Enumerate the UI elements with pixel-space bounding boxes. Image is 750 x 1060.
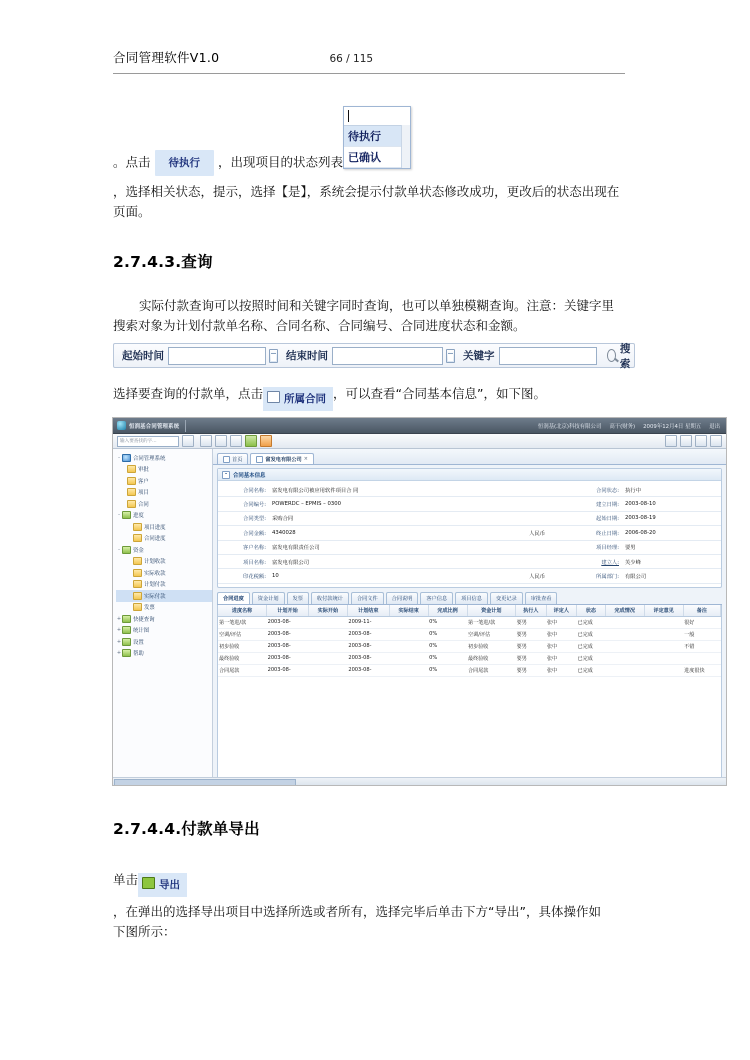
table-cell: 张中 bbox=[546, 616, 576, 628]
table-cell: 要男 bbox=[516, 628, 546, 640]
table-cell bbox=[389, 664, 428, 676]
system-icon bbox=[122, 454, 131, 462]
section-heading-export: 2.7.4.4.付款单导出 bbox=[113, 820, 260, 838]
tree-item[interactable] bbox=[116, 625, 212, 637]
owning-contract-button[interactable] bbox=[263, 387, 333, 411]
tree-item-label: 项目进度 bbox=[144, 524, 166, 531]
info-label: 合同编号: bbox=[243, 502, 266, 509]
folder-icon bbox=[127, 477, 136, 485]
table-cell: 0% bbox=[428, 628, 467, 640]
group-icon bbox=[122, 638, 131, 646]
info-value: 有限公司 bbox=[625, 574, 647, 581]
info-value: 芙少峰 bbox=[625, 559, 641, 566]
export-button-label: 导出 bbox=[159, 879, 181, 891]
settings-icon[interactable] bbox=[680, 435, 692, 447]
export-intro-line bbox=[113, 870, 625, 897]
query-after-line bbox=[113, 384, 625, 411]
table-cell bbox=[389, 628, 428, 640]
detail-tab[interactable]: 发票 bbox=[287, 592, 309, 604]
tree-item[interactable] bbox=[116, 613, 212, 625]
tree-item-label: 资金 bbox=[133, 547, 144, 554]
tab-icon bbox=[223, 456, 230, 463]
tree-item-label: 设置 bbox=[133, 639, 144, 646]
table-cell: 2009-11- bbox=[347, 616, 389, 628]
table-cell: 不错 bbox=[683, 640, 720, 652]
detail-tab[interactable]: 项目信息 bbox=[455, 592, 488, 604]
tree-item-label: 计划付款 bbox=[144, 582, 166, 589]
export-line2: 下图所示： bbox=[113, 924, 176, 939]
table-cell: 2003-08- bbox=[267, 628, 309, 640]
folder-icon bbox=[133, 557, 142, 565]
info-value: 2003-08-19 bbox=[625, 515, 656, 522]
table-cell: 已完成 bbox=[577, 616, 606, 628]
info-row bbox=[571, 555, 721, 569]
search-icon bbox=[607, 349, 616, 362]
detail-tab[interactable]: 客户信息 bbox=[420, 592, 453, 604]
table-cell bbox=[644, 628, 683, 640]
table-cell: 已完成 bbox=[577, 628, 606, 640]
table-cell: 张中 bbox=[546, 628, 576, 640]
excel-icon bbox=[142, 877, 155, 889]
info-value: 富发电有限公司被应用软件项目合 同 bbox=[272, 487, 359, 494]
info-label: 项目经理: bbox=[596, 545, 619, 552]
detail-tab[interactable]: 资金计划 bbox=[252, 592, 285, 604]
owning-contract-label: 所属合同 bbox=[284, 393, 327, 405]
titlebar-date: 2009年12月4日 星期五 bbox=[643, 423, 702, 430]
info-value: 富发电有限责任公司 bbox=[272, 545, 320, 552]
table-cell: 进度很快 bbox=[683, 664, 720, 676]
tree-item[interactable] bbox=[116, 602, 212, 614]
table-column-header[interactable]: 资金计划 bbox=[467, 605, 516, 617]
document-header bbox=[113, 48, 625, 66]
window-icon bbox=[267, 391, 280, 403]
table-cell: 第一笔进/款 bbox=[218, 616, 267, 628]
folder-icon bbox=[127, 500, 136, 508]
export-line1: ，在弹出的选择导出项目中选择所选或者所有，选择完毕后单击下方“导出”，具体操作如 bbox=[113, 904, 601, 919]
table-cell: 最终验收 bbox=[218, 652, 267, 664]
info-row bbox=[218, 526, 571, 540]
tree-expander-icon[interactable]: - bbox=[118, 546, 120, 553]
table-column-header[interactable]: 完成情况 bbox=[605, 605, 644, 617]
refresh-icon[interactable] bbox=[665, 435, 677, 447]
info-value: 要男 bbox=[625, 545, 636, 552]
info-value: 采购合同 bbox=[272, 516, 294, 523]
contract-info-left-column bbox=[218, 483, 571, 584]
tree-item[interactable] bbox=[116, 648, 212, 660]
app-toolbar-right bbox=[662, 435, 722, 447]
folder-icon bbox=[133, 580, 142, 588]
new-document-icon[interactable] bbox=[200, 435, 212, 447]
table-cell: 要男 bbox=[516, 664, 546, 676]
main-tab-label: 首页 bbox=[232, 456, 243, 463]
info-label: 合同类型: bbox=[243, 516, 266, 523]
logout-link[interactable]: 退出 bbox=[709, 423, 720, 430]
info-value: POWERDC – EPMIS – 0300 bbox=[272, 501, 341, 508]
app-body bbox=[113, 449, 726, 785]
table-cell bbox=[605, 628, 644, 640]
table-cell: 要男 bbox=[516, 640, 546, 652]
info-label: 合同名称: bbox=[243, 487, 266, 494]
print-icon[interactable] bbox=[260, 435, 272, 447]
status-option-confirmed[interactable]: 已确认 bbox=[344, 147, 410, 168]
tree-item-label: 客户 bbox=[138, 478, 149, 485]
tree-item-label: 项目 bbox=[138, 490, 149, 497]
table-cell bbox=[605, 640, 644, 652]
info-label: 起始日期: bbox=[596, 516, 619, 523]
table-column-header[interactable]: 评定人 bbox=[546, 605, 576, 617]
titlebar-right bbox=[538, 422, 726, 430]
app-name: 恒润基合同管理系统 bbox=[129, 423, 180, 430]
tree-item[interactable] bbox=[116, 475, 212, 487]
intro-line2: ，选择相关状态，提示，选择【是】，系统会提示付款单状态修改成功，更改后的状态出现在 bbox=[113, 184, 620, 199]
save-icon[interactable] bbox=[230, 435, 242, 447]
table-column-header[interactable]: 实际开始 bbox=[308, 605, 347, 617]
tree-item[interactable] bbox=[116, 464, 212, 476]
info-row bbox=[218, 555, 571, 569]
info-row bbox=[571, 512, 721, 526]
folder-icon bbox=[127, 488, 136, 496]
table-cell: 很好 bbox=[683, 616, 720, 628]
tree-item[interactable] bbox=[116, 556, 212, 568]
info-row bbox=[571, 483, 721, 497]
table-cell: 张中 bbox=[546, 652, 576, 664]
titlebar-company: 恒润基(北京)科技有限公司 bbox=[537, 423, 602, 430]
tree-item-label: 实际收款 bbox=[144, 570, 166, 577]
table-cell: 2003-08- bbox=[267, 616, 309, 628]
intro-pre-text: 。点击 bbox=[113, 154, 151, 170]
table-cell: 2003-08- bbox=[267, 664, 309, 676]
main-tab[interactable] bbox=[217, 453, 248, 464]
table-cell bbox=[644, 616, 683, 628]
table-cell bbox=[605, 652, 644, 664]
start-time-input[interactable] bbox=[168, 347, 266, 365]
intro-mid-text: ，出现项目的状态列表 bbox=[218, 154, 344, 170]
table-cell: 一般 bbox=[683, 628, 720, 640]
info-label: 终止日期: bbox=[596, 530, 619, 537]
tree-item-label: 合同 bbox=[138, 501, 149, 508]
table-cell: 第一笔进/款 bbox=[467, 616, 516, 628]
info-row bbox=[218, 483, 571, 497]
contract-info-grid bbox=[218, 481, 721, 587]
start-time-label: 起始时间 bbox=[122, 350, 164, 362]
table-column-header[interactable]: 计划开始 bbox=[267, 605, 309, 617]
table-row[interactable] bbox=[218, 628, 721, 640]
table-cell bbox=[389, 652, 428, 664]
info-row bbox=[571, 526, 721, 540]
table-cell: 2003-08- bbox=[347, 652, 389, 664]
info-label: 所属部门: bbox=[596, 574, 619, 581]
table-cell bbox=[308, 616, 347, 628]
table-cell: 合同尾款 bbox=[218, 664, 267, 676]
tree-item-label: 审批 bbox=[138, 467, 149, 474]
info-row bbox=[571, 541, 721, 555]
tab-icon bbox=[256, 456, 263, 463]
tree-item-label: 计划收款 bbox=[144, 559, 166, 566]
info-row bbox=[218, 569, 571, 583]
contract-info-right-column bbox=[571, 483, 721, 584]
table-cell bbox=[644, 664, 683, 676]
group-icon bbox=[122, 626, 131, 634]
table-cell: 空调/评估 bbox=[218, 628, 267, 640]
detail-tab[interactable]: 合同说明 bbox=[386, 592, 419, 604]
tree-item[interactable] bbox=[116, 579, 212, 591]
info-label: 合同状态: bbox=[596, 487, 619, 494]
window-list-icon[interactable] bbox=[710, 435, 722, 447]
tree-item-label: 进度 bbox=[133, 513, 144, 520]
tree-expander-icon[interactable]: - bbox=[118, 454, 120, 461]
table-cell: 已完成 bbox=[577, 652, 606, 664]
folder-icon bbox=[127, 465, 136, 473]
info-value: 执行中 bbox=[625, 487, 641, 494]
tree-item[interactable] bbox=[116, 487, 212, 499]
table-column-header[interactable]: 进度名称 bbox=[218, 605, 267, 617]
query-after-post: ，可以查看“合同基本信息”，如下图。 bbox=[333, 386, 546, 401]
tree-item-label: 统计图 bbox=[133, 628, 150, 635]
close-icon[interactable]: × bbox=[303, 456, 308, 462]
app-logo-icon bbox=[117, 421, 126, 430]
table-cell: 0% bbox=[428, 664, 467, 676]
page-number: 66 / 115 bbox=[329, 53, 374, 65]
status-option-pending[interactable]: 待执行 bbox=[344, 126, 410, 147]
app-toolbar bbox=[113, 434, 726, 449]
table-cell: 要男 bbox=[516, 652, 546, 664]
table-cell bbox=[389, 616, 428, 628]
keyword-label: 关键字 bbox=[463, 350, 495, 362]
group-icon bbox=[122, 649, 131, 657]
info-value: 富发电有限公司 bbox=[272, 559, 310, 566]
detail-tab[interactable]: 审批查看 bbox=[525, 592, 558, 604]
panel-header bbox=[218, 469, 721, 481]
query-after-pre: 选择要查询的付款单，点击 bbox=[113, 386, 264, 401]
app-titlebar bbox=[113, 418, 726, 434]
text-caret bbox=[348, 110, 349, 122]
main-tab-strip bbox=[213, 449, 726, 465]
document-title: 合同管理软件V1.0 bbox=[113, 50, 220, 65]
table-cell: 张中 bbox=[546, 664, 576, 676]
group-icon bbox=[122, 615, 131, 623]
titlebar-user: 高干(财务) bbox=[609, 423, 636, 430]
export-button[interactable] bbox=[138, 873, 187, 897]
table-column-header[interactable]: 实际结束 bbox=[389, 605, 428, 617]
tree-expander-icon[interactable]: + bbox=[116, 638, 122, 645]
calendar-icon-end[interactable] bbox=[446, 349, 455, 363]
tree-item[interactable] bbox=[116, 510, 212, 522]
table-cell: 最终验收 bbox=[467, 652, 516, 664]
table-row[interactable] bbox=[218, 652, 721, 664]
table-cell: 已完成 bbox=[577, 640, 606, 652]
end-time-input[interactable] bbox=[332, 347, 443, 365]
table-cell: 初步验收 bbox=[218, 640, 267, 652]
table-cell: 2003-08- bbox=[347, 628, 389, 640]
tree-item[interactable] bbox=[116, 590, 212, 602]
info-label: 项目名称: bbox=[243, 559, 266, 566]
query-paragraph-text1: 实际付款查询可以按照时间和关键字同时查询，也可以单独模糊查询。注意：关键字里 bbox=[139, 298, 615, 313]
table-row[interactable] bbox=[218, 664, 721, 676]
info-label: 建立日期: bbox=[596, 502, 619, 509]
group-icon bbox=[122, 511, 131, 519]
table-cell: 张中 bbox=[546, 640, 576, 652]
table-cell bbox=[605, 664, 644, 676]
detail-tab-strip bbox=[217, 592, 722, 605]
info-row bbox=[571, 497, 721, 511]
contract-basic-info-panel bbox=[217, 468, 722, 588]
main-tab-label: 富发电有限公司 bbox=[265, 456, 302, 463]
table-cell: 0% bbox=[428, 640, 467, 652]
tree-item[interactable] bbox=[116, 636, 212, 648]
table-column-header[interactable]: 状态 bbox=[577, 605, 606, 617]
help-icon[interactable] bbox=[695, 435, 707, 447]
tree-expander-icon[interactable]: + bbox=[116, 650, 122, 657]
progress-table bbox=[218, 605, 721, 677]
table-cell: 0% bbox=[428, 616, 467, 628]
table-cell bbox=[308, 640, 347, 652]
table-header-row bbox=[218, 605, 721, 617]
table-cell bbox=[308, 664, 347, 676]
progress-grid bbox=[217, 605, 722, 781]
main-tab[interactable] bbox=[250, 453, 314, 464]
info-label: 印花税额: bbox=[243, 574, 266, 581]
info-value: 10 bbox=[272, 573, 279, 580]
tree-item[interactable] bbox=[116, 533, 212, 545]
info-unit: 人民币 bbox=[529, 574, 545, 581]
status-dropdown-input[interactable] bbox=[344, 107, 410, 126]
table-column-header[interactable]: 完成比例 bbox=[428, 605, 467, 617]
table-cell: 空调/评估 bbox=[467, 628, 516, 640]
end-time-label: 结束时间 bbox=[286, 350, 328, 362]
info-row bbox=[218, 497, 571, 511]
search-button-label: 搜索 bbox=[619, 342, 631, 370]
table-cell bbox=[308, 652, 347, 664]
table-column-header[interactable]: 评定意见 bbox=[644, 605, 683, 617]
panel-title: 合同基本信息 bbox=[233, 472, 266, 479]
titlebar-divider bbox=[185, 420, 186, 432]
info-unit: 人民币 bbox=[529, 530, 545, 537]
table-cell bbox=[683, 652, 720, 664]
info-row bbox=[218, 512, 571, 526]
info-row bbox=[571, 569, 721, 583]
application-screenshot bbox=[112, 417, 727, 786]
folder-icon bbox=[133, 592, 142, 600]
table-cell: 合同尾款 bbox=[467, 664, 516, 676]
table-cell: 已完成 bbox=[577, 664, 606, 676]
table-cell: 要男 bbox=[516, 616, 546, 628]
info-row bbox=[218, 541, 571, 555]
table-cell bbox=[389, 640, 428, 652]
export-pre-text: 单击 bbox=[113, 872, 139, 887]
folder-icon bbox=[133, 569, 142, 577]
find-icon[interactable] bbox=[182, 435, 194, 447]
app-search-input[interactable]: 输入要查找的字... bbox=[117, 436, 179, 447]
intro-line3: 页面。 bbox=[113, 204, 151, 219]
query-paragraph-line2: 搜索对象为计划付款单名称、合同名称、合同编号、合同进度状态和金额。 bbox=[113, 318, 526, 333]
tree-item[interactable] bbox=[116, 498, 212, 510]
query-paragraph-line1 bbox=[113, 296, 625, 316]
info-value: 4340028 bbox=[272, 529, 296, 536]
table-cell: 2003-08- bbox=[267, 640, 309, 652]
table-cell bbox=[644, 652, 683, 664]
tree-item-label: 快捷查询 bbox=[133, 616, 155, 623]
tree-expander-icon[interactable]: + bbox=[116, 615, 122, 622]
tree-item-label: 合同进度 bbox=[144, 536, 166, 543]
grid-empty-area bbox=[218, 677, 721, 737]
table-cell: 2003-08- bbox=[267, 652, 309, 664]
detail-tab[interactable]: 变更记录 bbox=[490, 592, 523, 604]
detail-tab[interactable]: 合同文件 bbox=[351, 592, 384, 604]
table-cell: 2003-08- bbox=[347, 640, 389, 652]
table-column-header[interactable]: 备注 bbox=[683, 605, 720, 617]
tree-item[interactable] bbox=[116, 544, 212, 556]
copy-icon[interactable] bbox=[215, 435, 227, 447]
tree-item-label: 实际付款 bbox=[144, 593, 166, 600]
tree-item-label: 合同管理系统 bbox=[133, 455, 166, 462]
tree-item[interactable] bbox=[116, 521, 212, 533]
calendar-icon-start[interactable] bbox=[269, 349, 278, 363]
collapse-icon[interactable]: - bbox=[222, 471, 230, 479]
table-cell bbox=[605, 616, 644, 628]
table-body bbox=[218, 616, 721, 676]
pending-status-button[interactable]: 待执行 bbox=[155, 150, 215, 176]
table-row[interactable] bbox=[218, 616, 721, 628]
info-label: 合同金额: bbox=[243, 530, 266, 537]
info-label: 客户名称: bbox=[243, 545, 266, 552]
folder-icon bbox=[133, 603, 142, 611]
keyword-input[interactable] bbox=[499, 347, 597, 365]
tree-expander-icon[interactable]: - bbox=[118, 512, 120, 519]
scrollbar-thumb[interactable] bbox=[114, 779, 296, 786]
table-cell: 0% bbox=[428, 652, 467, 664]
header-divider bbox=[113, 73, 625, 74]
folder-icon bbox=[133, 523, 142, 531]
table-cell bbox=[308, 628, 347, 640]
tree-item-label: 发票 bbox=[144, 605, 155, 612]
horizontal-scrollbar[interactable] bbox=[113, 777, 726, 785]
info-label: 建立人: bbox=[601, 559, 619, 566]
group-icon bbox=[122, 546, 131, 554]
table-cell bbox=[644, 640, 683, 652]
excel-export-icon[interactable] bbox=[245, 435, 257, 447]
app-main bbox=[213, 449, 726, 785]
tree-item[interactable] bbox=[116, 452, 212, 464]
tree-expander-icon[interactable]: + bbox=[116, 627, 122, 634]
app-sidebar-tree bbox=[113, 449, 213, 785]
table-row[interactable] bbox=[218, 640, 721, 652]
info-value: 2006-08-20 bbox=[625, 529, 656, 536]
tree-item-label: 帮助 bbox=[133, 651, 144, 658]
intro-paragraph bbox=[113, 150, 625, 176]
table-cell: 初步验收 bbox=[467, 640, 516, 652]
table-column-header[interactable]: 计划结束 bbox=[347, 605, 389, 617]
section-heading-query: 2.7.4.3.查询 bbox=[113, 253, 213, 271]
table-cell: 2003-08- bbox=[347, 664, 389, 676]
folder-icon bbox=[133, 534, 142, 542]
detail-tab[interactable]: 收付款统计 bbox=[311, 592, 349, 604]
search-button[interactable] bbox=[607, 341, 635, 371]
search-toolbar bbox=[113, 343, 635, 368]
info-value: 2003-08-10 bbox=[625, 501, 656, 508]
table-column-header[interactable]: 执行人 bbox=[516, 605, 546, 617]
detail-tab[interactable]: 合同进度 bbox=[217, 592, 250, 604]
tree-item[interactable] bbox=[116, 567, 212, 579]
